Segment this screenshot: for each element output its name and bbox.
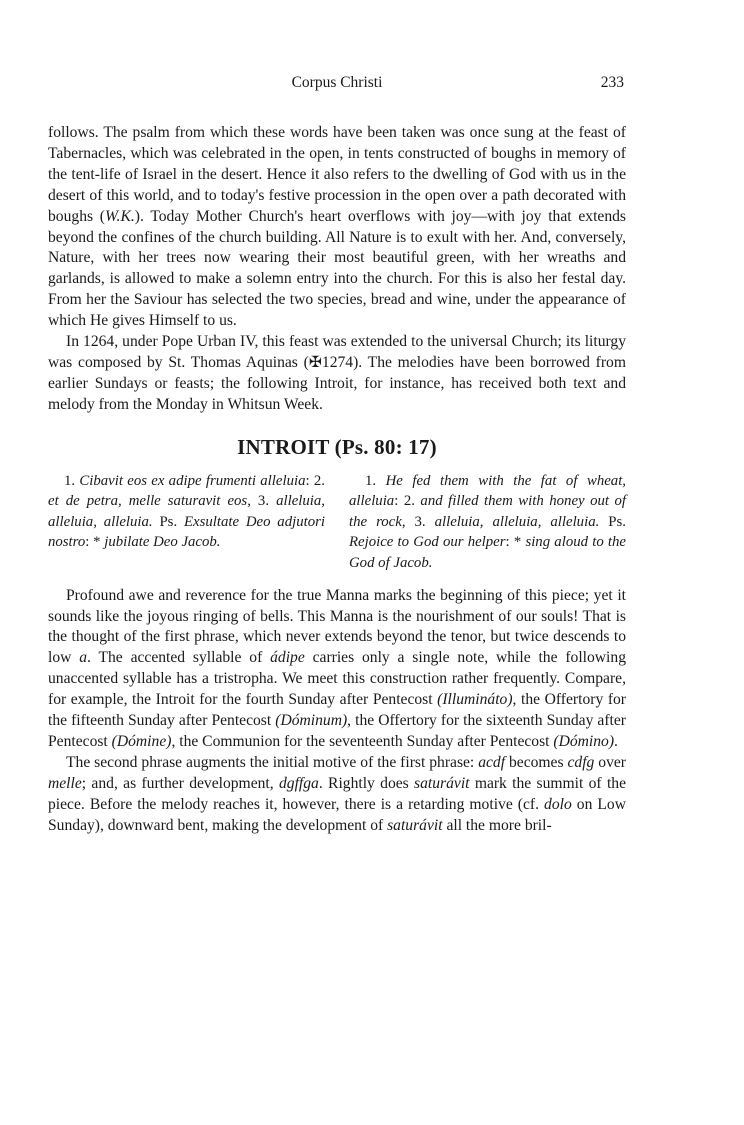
book-page bbox=[48, 74, 626, 837]
latin-column bbox=[48, 471, 325, 574]
running-head bbox=[48, 74, 626, 98]
latin-text: 1. Cibavit eos ex adipe frumenti alleluia: 2. et de petra, melle saturavit eos, 3. alleluia, alleluia, alleluia. Ps. Exsultate Deo adjutori nostro: * jubilate Deo Jacob. bbox=[48, 472, 325, 551]
english-column bbox=[349, 471, 626, 574]
introit-text-columns bbox=[48, 471, 626, 574]
page-number: 233 bbox=[600, 74, 624, 91]
commentary bbox=[48, 586, 626, 837]
commentary-paragraph-2: The second phrase augments the initial motive of the first phrase: acdf becomes cdfg over melle; and, as further development, dgffga. Rightly does saturávit mark the summit of the piece. Before the melody reaches it, however, there is a retarding motive (cf. dolo on Low Sunday), downward bent, making the development of saturávit all the more bril- bbox=[48, 753, 626, 834]
body-text bbox=[48, 123, 626, 416]
running-title: Corpus Christi bbox=[291, 74, 383, 91]
introit-heading bbox=[48, 435, 626, 460]
introit-title: INTROIT bbox=[237, 434, 330, 459]
commentary-paragraph-1: Profound awe and reverence for the true Manna marks the beginning of this piece; yet it sounds like the joyous ringing of bells. This Manna is the nourishment of our souls! That is the thought of the first phrase, which never extends beyond the tenor, but twice descends to low a. The accented syllable of ádipe carries only a single note, while the following unaccented syllable has a tristropha. We meet this construction rather frequently. Compare, for example, the Introit for the fourth Sunday after Pentecost (Illumináto), the Offertory for the fifteenth Sunday after Pentecost (Dóminum), the Offertory for the sixteenth Sunday after Pentecost (Dómine), the Communion for the seventeenth Sunday after Pentecost (Dómino). bbox=[48, 586, 626, 750]
intro-paragraph-2: In 1264, under Pope Urban IV, this feast was extended to the universal Church; its liturgy was composed by St. Thomas Aquinas (✠1274). The melodies have been borrowed from earlier Sundays or feasts; the following Introit, for instance, has received both text and melody from the Monday in Whitsun Week. bbox=[48, 333, 626, 413]
introit-reference: (Ps. 80: 17) bbox=[334, 434, 437, 459]
intro-paragraph-1: follows. The psalm from which these words have been taken was once sung at the feast of Tabernacles, which was celebrated in the open, in tents constructed of boughs in memory of the tent-life of Israel in the desert. Hence it also refers to the dwelling of God with us in the desert of this world, and to today's festive procession in the open over a path decorated with boughs (W.K.). Today Mother Church's heart overflows with joy—with joy that extends beyond the confines of the church building. All Nature is to exult with her. And, conversely, Nature, with her trees now wearing their most beautiful green, with her wreaths and garlands, is allowed to make a solemn entry into the church. For this is also her festal day. From her the Saviour has selected the two species, bread and wine, under the appearance of which He gives Himself to us. bbox=[48, 124, 626, 330]
english-text: 1. He fed them with the fat of wheat, alleluia: 2. and filled them with honey out of the rock, 3. alleluia, alleluia, alleluia. Ps. Rejoice to God our helper: * sing aloud to the God of Jacob. bbox=[349, 472, 626, 572]
